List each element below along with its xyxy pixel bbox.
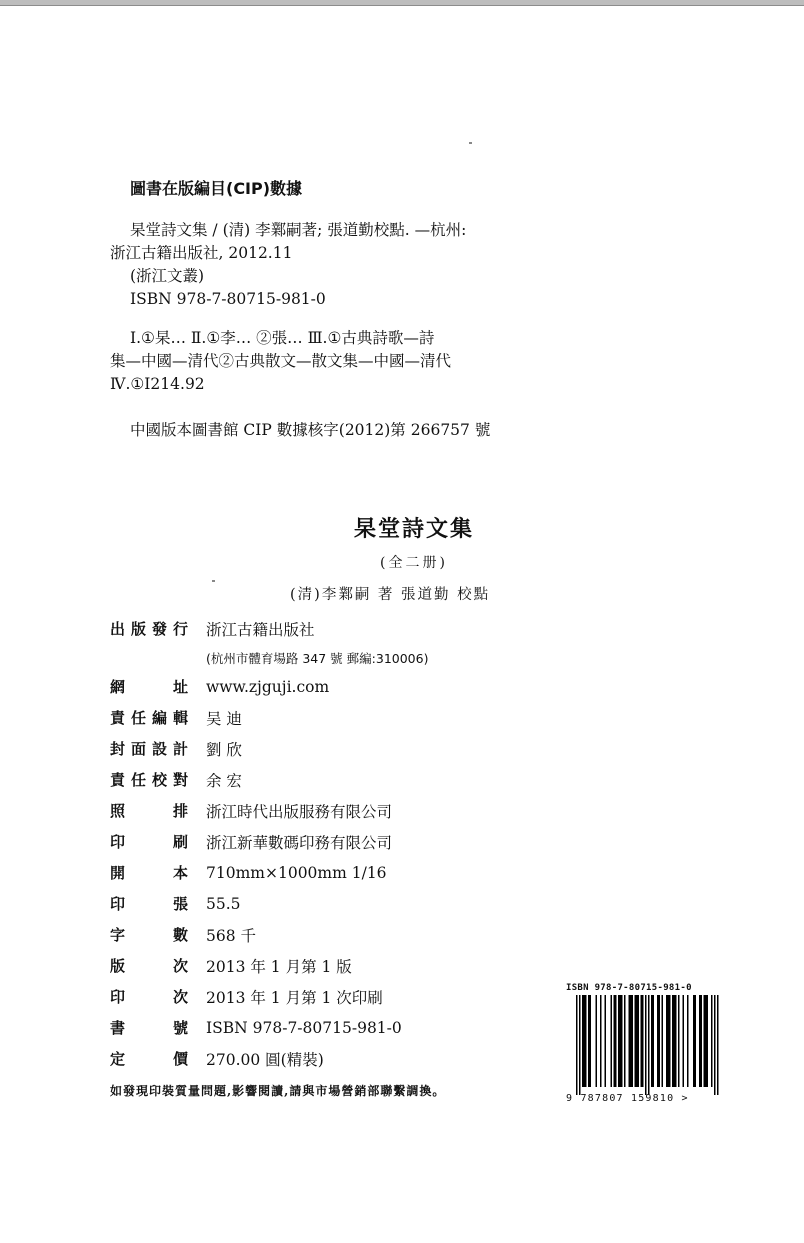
colophon-row-isbn bbox=[110, 1012, 550, 1043]
barcode-bar bbox=[669, 995, 671, 1087]
barcode-bar bbox=[707, 995, 709, 1087]
barcode-bar bbox=[632, 995, 634, 1087]
cip-class-line: Ⅳ.①I214.92 bbox=[110, 375, 205, 393]
colophon-row-proof bbox=[110, 764, 550, 795]
barcode-bar bbox=[695, 995, 697, 1087]
viewer-top-bar bbox=[0, 0, 804, 6]
cip-class-line: Ⅰ.①杲… Ⅱ.①李… ②張… Ⅲ.①古典詩歌—詩 bbox=[130, 329, 435, 347]
barcode-bar bbox=[638, 995, 640, 1087]
colophon-value: 浙江時代出版服務有限公司 bbox=[206, 802, 393, 821]
barcode-bar bbox=[611, 995, 613, 1087]
book-title: 杲堂詩文集 bbox=[354, 516, 475, 542]
colophon-row-website bbox=[110, 671, 550, 702]
barcode-bar bbox=[674, 995, 676, 1087]
barcode-bar bbox=[620, 995, 622, 1087]
colophon-value: 568 千 bbox=[206, 926, 257, 945]
colophon-row-editor bbox=[110, 702, 550, 733]
barcode-bar bbox=[636, 995, 638, 1087]
colophon-label: 版 次 bbox=[110, 957, 188, 975]
publisher-address: (杭州市體育場路 347 號 郵編:310006) bbox=[206, 650, 429, 666]
colophon-row-address bbox=[110, 644, 550, 671]
barcode-bar bbox=[635, 995, 637, 1087]
colophon-label: 印 張 bbox=[110, 895, 188, 913]
barcode-bar bbox=[584, 995, 586, 1087]
colophon-label: 印 次 bbox=[110, 988, 188, 1006]
barcode-bar bbox=[642, 995, 644, 1087]
barcode-bar bbox=[624, 995, 626, 1087]
barcode-bar bbox=[621, 995, 623, 1087]
barcode-bar bbox=[701, 995, 703, 1087]
colophon-row-words bbox=[110, 919, 550, 950]
barcode-bar bbox=[576, 995, 578, 1095]
colophon-row-typeset bbox=[110, 795, 550, 826]
barcode-bar bbox=[705, 995, 707, 1087]
barcode-bar bbox=[579, 995, 581, 1095]
barcode-bar bbox=[600, 995, 602, 1087]
colophon-row-price bbox=[110, 1043, 550, 1074]
colophon-row-impression bbox=[110, 981, 550, 1012]
barcode-bar bbox=[653, 995, 655, 1087]
barcode-bar bbox=[717, 995, 719, 1095]
barcode-bar bbox=[668, 995, 670, 1087]
barcode-bar bbox=[651, 995, 653, 1087]
barcode-bar bbox=[687, 995, 689, 1087]
colophon-value: 浙江新華數碼印務有限公司 bbox=[206, 833, 393, 852]
colophon-value: 余 宏 bbox=[206, 771, 242, 790]
colophon-row-cover bbox=[110, 733, 550, 764]
book-volumes: (全二册) bbox=[380, 555, 448, 571]
colophon-value: 吴 迪 bbox=[206, 709, 242, 728]
barcode-bar bbox=[630, 995, 632, 1087]
cip-line: (浙江文叢) bbox=[130, 267, 205, 285]
colophon-row-edition bbox=[110, 950, 550, 981]
barcode-bar bbox=[615, 995, 617, 1087]
barcode-bar bbox=[657, 995, 659, 1087]
cip-line: 浙江古籍出版社, 2012.11 bbox=[110, 244, 293, 262]
website-url: www.zjguji.com bbox=[206, 677, 330, 696]
colophon-label: 開 本 bbox=[110, 864, 188, 882]
colophon-value: 2013 年 1 月第 1 次印刷 bbox=[206, 988, 383, 1007]
barcode-bar bbox=[704, 995, 706, 1087]
barcode-bar bbox=[683, 995, 685, 1087]
colophon-label: 出 版 發 行 bbox=[110, 620, 188, 638]
barcode-bar bbox=[648, 995, 650, 1095]
barcode-bar bbox=[678, 995, 680, 1087]
colophon-label: 責 任 校 對 bbox=[110, 771, 188, 789]
colophon-label: 定 價 bbox=[110, 1050, 188, 1068]
colophon-row-print bbox=[110, 826, 550, 857]
colophon-value: 浙江古籍出版社 bbox=[206, 620, 315, 639]
colophon-value: ISBN 978-7-80715-981-0 bbox=[206, 1018, 402, 1037]
barcode-bar bbox=[629, 995, 631, 1087]
barcode-isbn-text: ISBN 978-7-80715-981-0 bbox=[566, 983, 692, 993]
colophon-value: 710mm×1000mm 1/16 bbox=[206, 863, 387, 882]
colophon-value: 270.00 圓(精裝) bbox=[206, 1050, 324, 1069]
barcode-bar bbox=[582, 995, 584, 1087]
barcode-bar bbox=[659, 995, 661, 1087]
cip-line: ISBN 978-7-80715-981-0 bbox=[130, 290, 326, 308]
cip-line: 杲堂詩文集 / (清) 李鄴嗣著; 張道勤校點. —杭州: bbox=[130, 221, 467, 239]
barcode-bars bbox=[566, 995, 724, 1095]
barcode-bar bbox=[699, 995, 701, 1087]
colophon-value: 55.5 bbox=[206, 894, 241, 913]
scan-speck bbox=[469, 142, 472, 144]
barcode-bar bbox=[585, 995, 587, 1087]
barcode-bar bbox=[666, 995, 668, 1087]
colophon-table bbox=[110, 613, 550, 1074]
isbn-barcode bbox=[566, 983, 728, 1104]
barcode-bar bbox=[711, 995, 713, 1087]
scan-speck bbox=[212, 580, 215, 582]
colophon-label: 書 號 bbox=[110, 1019, 188, 1037]
colophon-label: 字 數 bbox=[110, 926, 188, 944]
barcode-digits: 9 787807 159810 > bbox=[566, 1093, 689, 1104]
barcode-bar bbox=[614, 995, 616, 1087]
cip-class-line: 集—中國—清代②古典散文—散文集—中國—清代 bbox=[110, 352, 452, 370]
barcode-bar bbox=[714, 995, 716, 1095]
colophon-label: 封 面 設 計 bbox=[110, 740, 188, 758]
colophon-label: 網 址 bbox=[110, 678, 188, 696]
barcode-bar bbox=[590, 995, 592, 1087]
barcode-bar bbox=[588, 995, 590, 1087]
colophon-value: 2013 年 1 月第 1 版 bbox=[206, 957, 352, 976]
barcode-bar bbox=[672, 995, 674, 1087]
colophon-label: 責 任 編 輯 bbox=[110, 709, 188, 727]
barcode-bar bbox=[641, 995, 643, 1087]
colophon-label: 照 排 bbox=[110, 802, 188, 820]
cip-approval-number: 中國版本圖書館 CIP 數據核字(2012)第 266757 號 bbox=[130, 421, 491, 439]
barcode-bar bbox=[605, 995, 607, 1087]
colophon-row-sheets bbox=[110, 888, 550, 919]
barcode-bar bbox=[693, 995, 695, 1087]
cip-block bbox=[110, 176, 580, 440]
book-authors: (清)李鄴嗣 著 張道勤 校點 bbox=[290, 587, 491, 603]
barcode-bar bbox=[675, 995, 677, 1087]
barcode-bar bbox=[618, 995, 620, 1087]
barcode-bar bbox=[645, 995, 647, 1095]
colophon-label: 印 刷 bbox=[110, 833, 188, 851]
colophon-value: 劉 欣 bbox=[206, 740, 242, 759]
colophon-row-format bbox=[110, 857, 550, 888]
colophon-row-publisher bbox=[110, 613, 550, 644]
barcode-bar bbox=[596, 995, 598, 1087]
barcode-bar bbox=[662, 995, 664, 1087]
cip-heading: 圖書在版編目(CIP)數據 bbox=[130, 179, 303, 198]
quality-notice: 如發現印裝質量問題,影響閱讀,請與市場營銷部聯繫調換。 bbox=[110, 1084, 446, 1098]
